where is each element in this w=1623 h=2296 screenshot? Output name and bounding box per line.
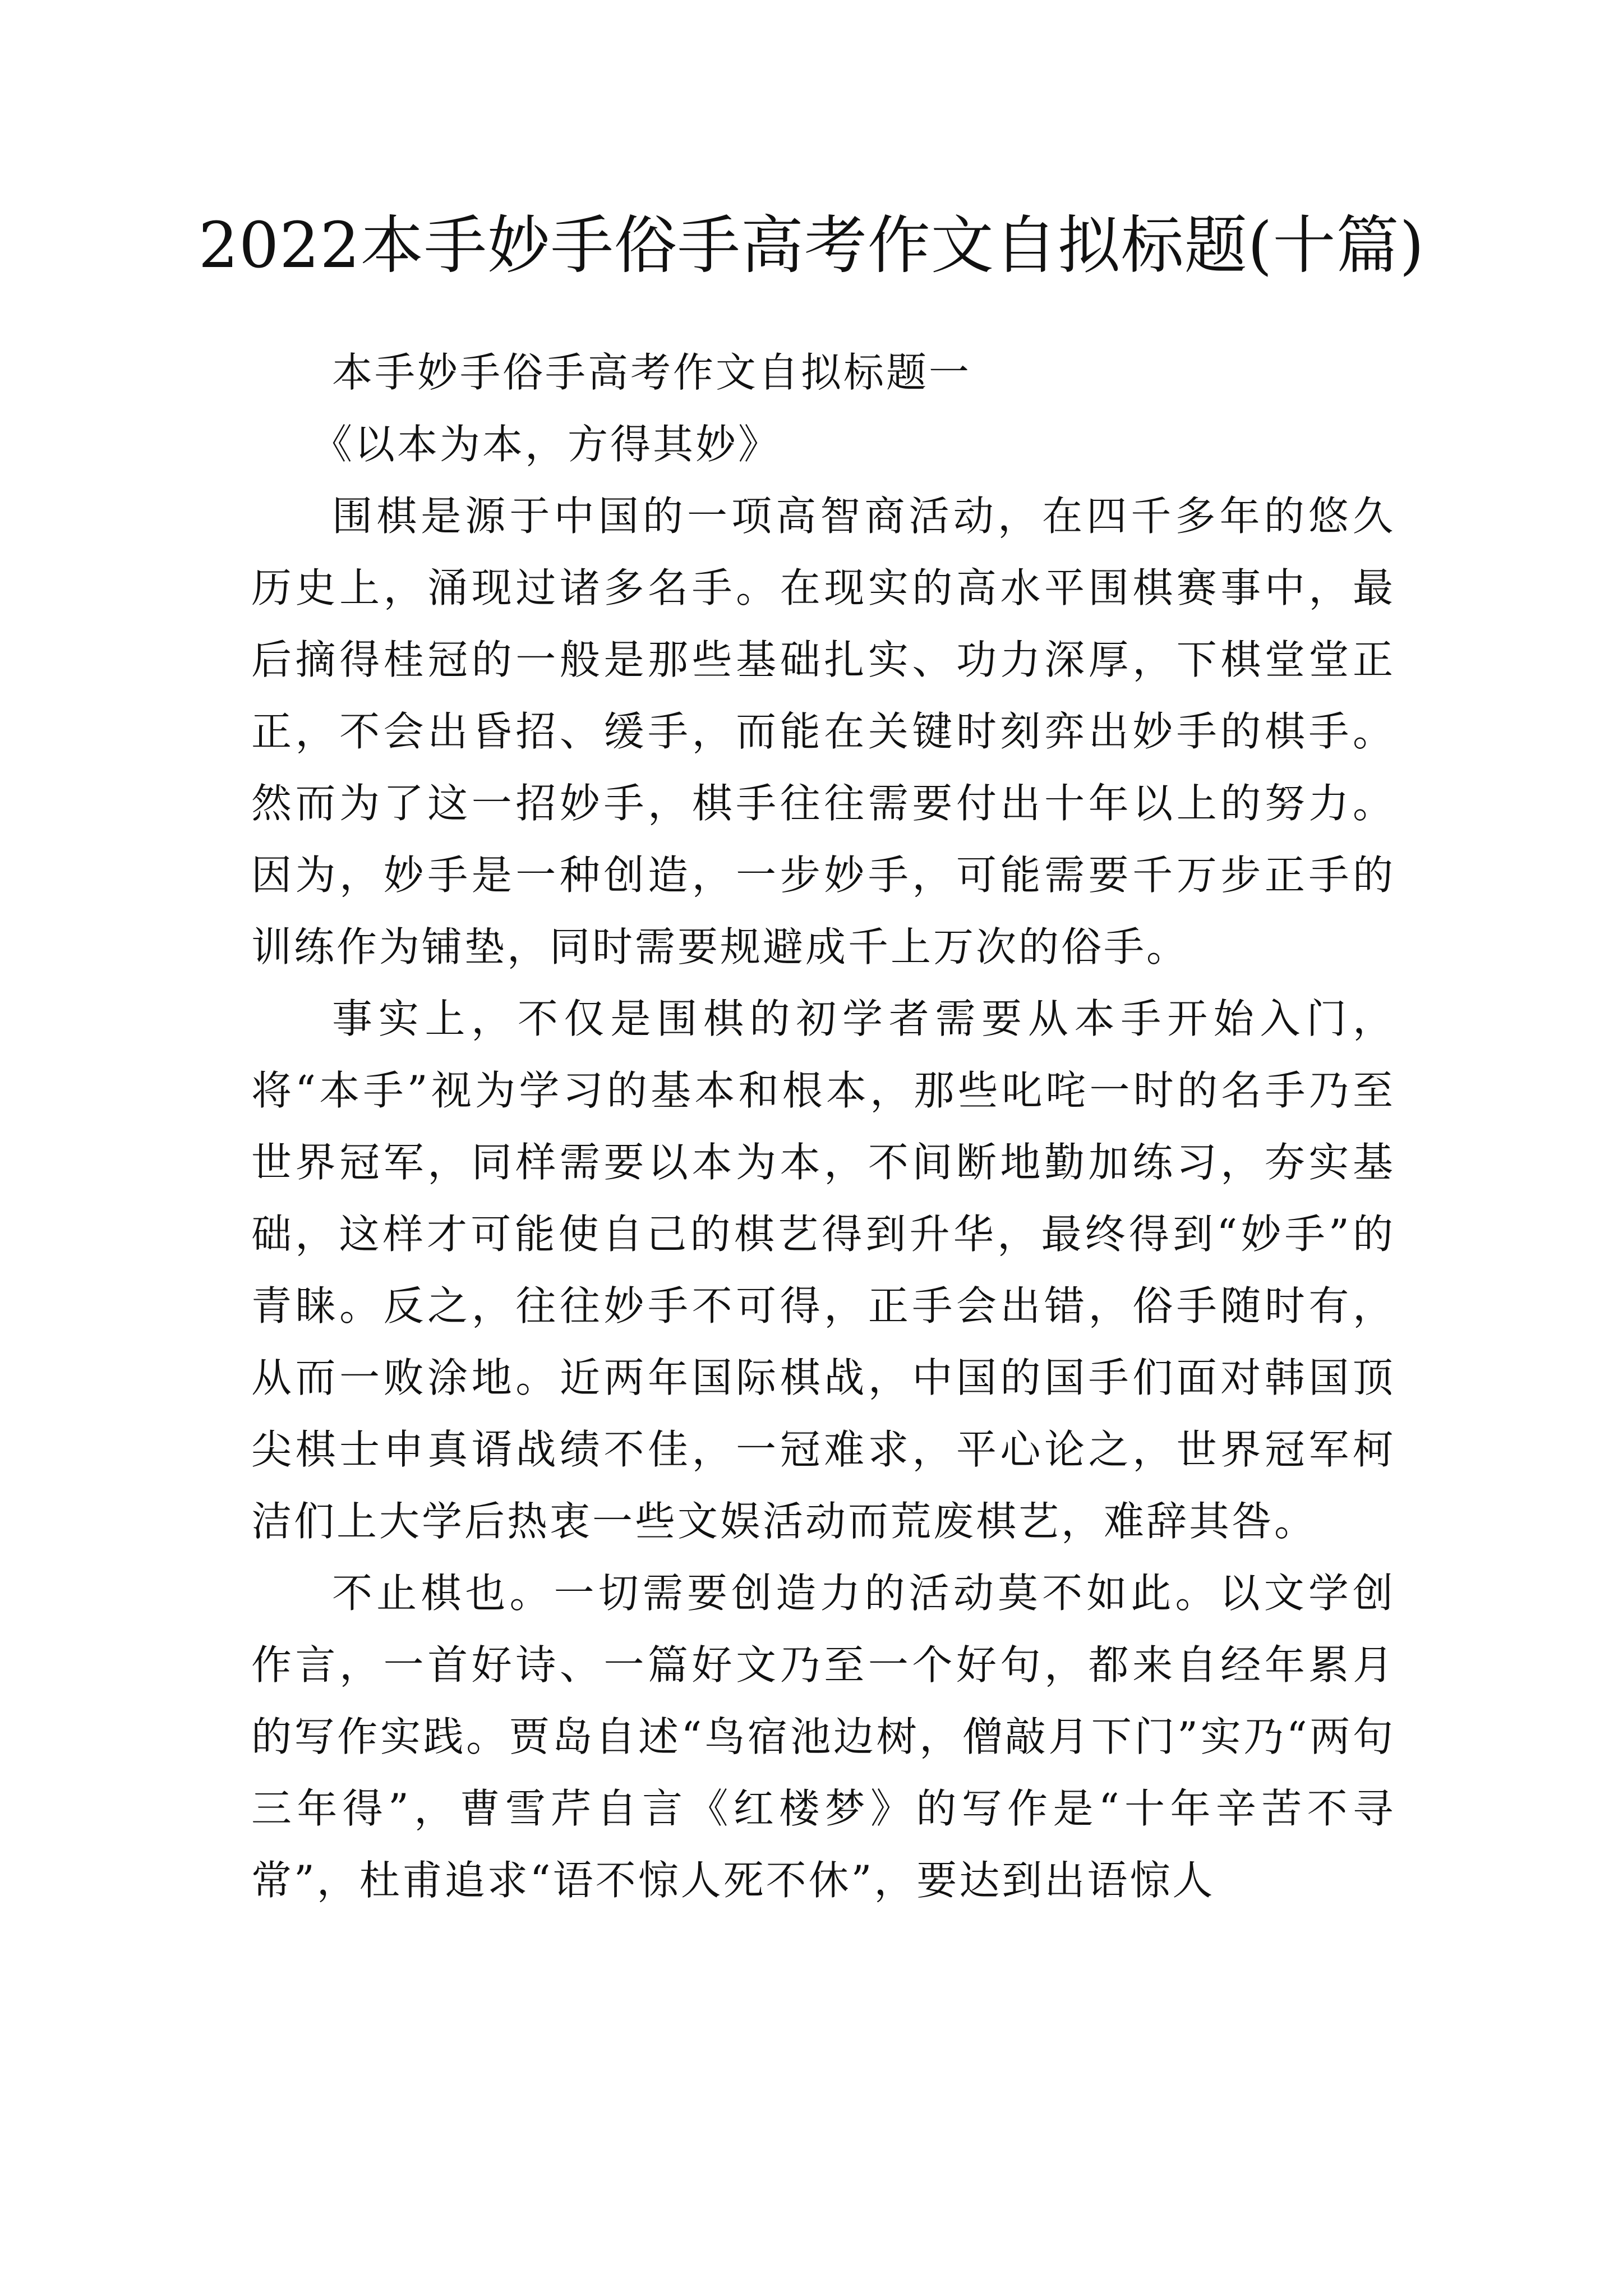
body-paragraph: 围棋是源于中国的一项高智商活动，在四千多年的悠久历史上，涌现过诸多名手。在现实的高水平围棋赛事中，最后摘得桂冠的一般是那些基础扎实、功力深厚，下棋堂堂正正，不会出昏招、缓手，而能在关键时刻弈出妙手的棋手。然而为了这一招妙手，棋手往往需要付出十年以上的努力。因为，妙手是一种创造，一步妙手，可能需要千万步正手的训练作为铺垫，同时需要规避成千上万次的俗手。 [251, 493, 1395, 970]
document-body [251, 337, 1395, 1916]
body-paragraph: 事实上，不仅是围棋的初学者需要从本手开始入门，将“本手”视为学习的基本和根本，那些叱咤一时的名手乃至世界冠军，同样需要以本为本，不间断地勤加练习，夯实基础，这样才可能使自己的棋艺得到升华，最终得到“妙手”的青睐。反之，往往妙手不可得，正手会出错，俗手随时有，从而一败涂地。近两年国际棋战，中国的国手们面对韩国顶尖棋士申真谞战绩不佳，一冠难求，平心论之，世界冠军柯洁们上大学后热衷一些文娱活动而荒废棋艺，难辞其咎。 [251, 995, 1395, 1545]
body-paragraph: 不止棋也。一切需要创造力的活动莫不如此。以文学创作言，一首好诗、一篇好文乃至一个好句，都来自经年累月的写作实践。贾岛自述“鸟宿池边树，僧敲月下门”实乃“两句三年得”，曹雪芹自言《红楼梦》的写作是“十年辛苦不寻常”，杜甫追求“语不惊人死不休”，要达到出语惊人 [251, 1570, 1395, 1904]
document-title: 2022本手妙手俗手高考作文自拟标题(十篇) [198, 209, 1425, 282]
essay-title: 《以本为本，方得其妙》 [312, 421, 781, 468]
section-heading: 本手妙手俗手高考作文自拟标题一 [332, 349, 972, 396]
